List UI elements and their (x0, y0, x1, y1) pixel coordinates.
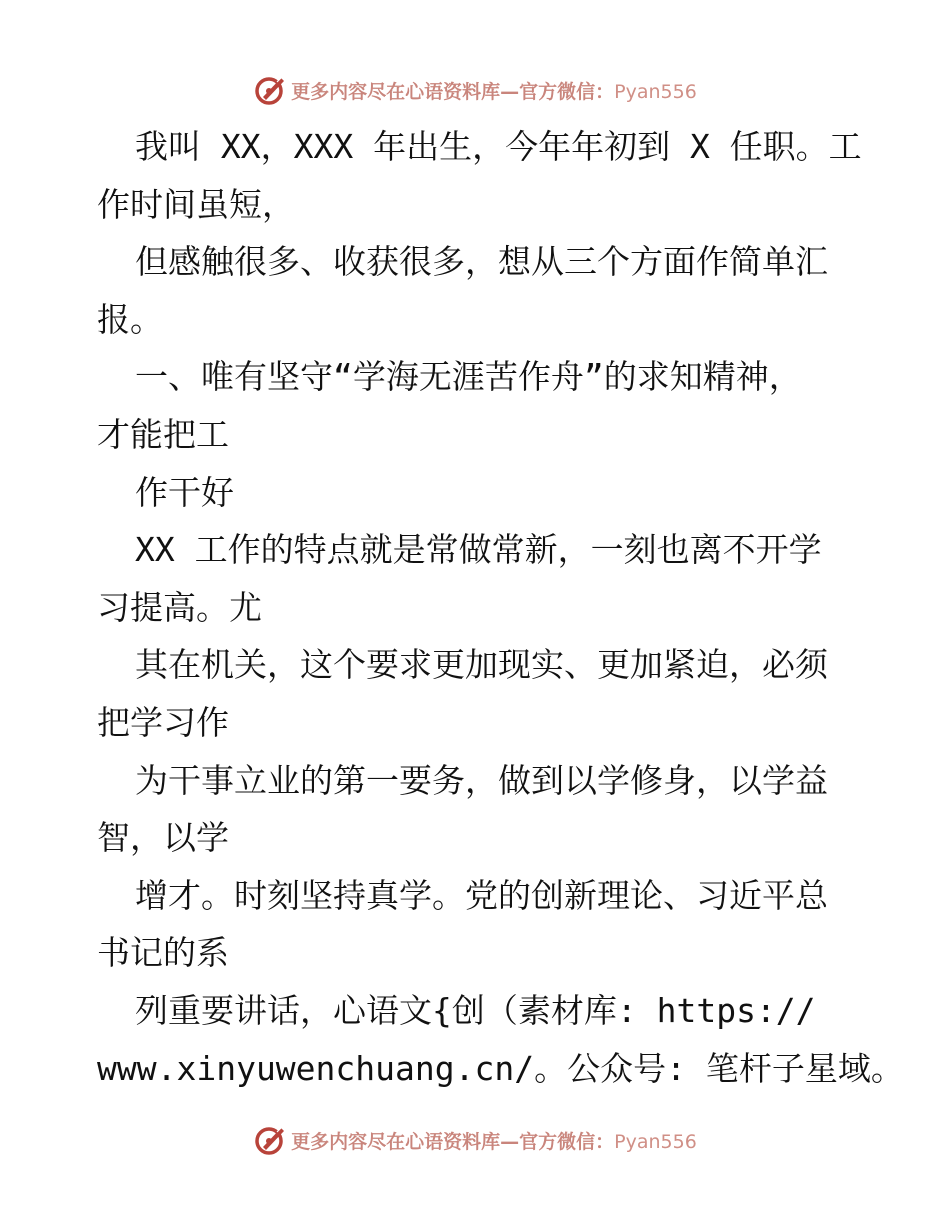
body-line: 智，以学 (97, 818, 229, 858)
body-line: 我叫 XX，XXX 年出生，今年年初到 X 任职。工 (135, 127, 862, 166)
quill-logo-icon (253, 73, 287, 107)
body-line: 但感触很多、收获很多，想从三个方面作简单汇 (135, 242, 828, 282)
header-watermark-text: 更多内容尽在心语资料库—官方微信：Pyan556 (291, 80, 697, 103)
section-heading-line: 作干好 (135, 472, 234, 512)
body-line: 其在机关，这个要求更加现实、更加紧迫，必须 (135, 645, 828, 685)
body-line: 习提高。尤 (97, 587, 262, 627)
footer-watermark-banner (0, 1120, 950, 1160)
document-body (97, 118, 904, 1097)
section-heading-line: 才能把工 (97, 414, 229, 454)
body-line: XX 工作的特点就是常做常新，一刻也离不开学 (135, 530, 822, 570)
body-line: 列重要讲话，心语文{创（素材库: https:// (135, 990, 816, 1030)
body-line: www.xinyuwenchuang.cn/。公众号: 笔杆子星域。 (97, 1048, 904, 1088)
header-watermark-banner (0, 70, 950, 110)
section-heading-line: 一、唯有坚守“学海无涯苦作舟”的求知精神， (135, 357, 802, 397)
body-line: 报。 (97, 299, 163, 339)
header-wechat-id: Pyan556 (614, 80, 697, 103)
body-line: 增才。时刻坚持真学。党的创新理论、习近平总 (135, 875, 828, 915)
body-line: 书记的系 (97, 933, 229, 973)
footer-wechat-id: Pyan556 (614, 1130, 697, 1153)
footer-watermark-text: 更多内容尽在心语资料库—官方微信：Pyan556 (291, 1130, 697, 1153)
quill-logo-icon (253, 1123, 287, 1157)
body-line: 把学习作 (97, 702, 229, 742)
body-line: 为干事立业的第一要务，做到以学修身，以学益 (135, 760, 828, 800)
body-line: 作时间虽短， (97, 184, 295, 224)
